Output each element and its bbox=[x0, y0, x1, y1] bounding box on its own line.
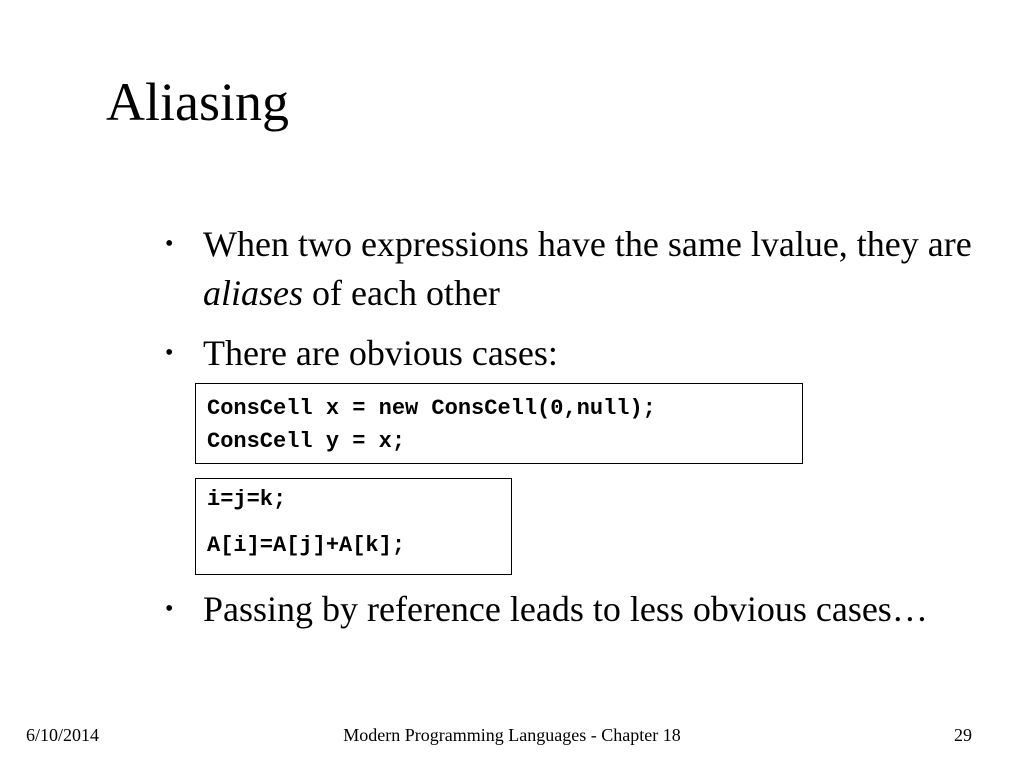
bullet-text bbox=[203, 220, 983, 318]
code-line: ConsCell x = new ConsCell(0,null); bbox=[207, 396, 656, 421]
code-line: A[i]=A[j]+A[k]; bbox=[207, 533, 406, 558]
code-block-conscell bbox=[195, 383, 803, 464]
slide-title: Aliasing bbox=[106, 72, 289, 132]
code-line: ConsCell y = x; bbox=[207, 429, 406, 454]
footer-date: 6/10/2014 bbox=[26, 725, 100, 745]
bullet-text-after: of each other bbox=[303, 273, 500, 313]
bullet-marker: • bbox=[165, 231, 174, 257]
bullet-marker: • bbox=[165, 340, 174, 366]
bullet-emphasis: aliases bbox=[203, 273, 304, 313]
footer-title: Modern Programming Languages - Chapter 18 bbox=[343, 725, 681, 745]
bullet-text: Passing by reference leads to less obvious cases… bbox=[203, 589, 928, 629]
code-line: i=j=k; bbox=[207, 487, 287, 512]
bullet-marker: • bbox=[165, 596, 174, 622]
bullet-text-before: When two expressions have the same lvalue, they are bbox=[203, 224, 972, 264]
bullet-text: There are obvious cases: bbox=[203, 333, 558, 373]
code-block-array bbox=[195, 478, 512, 575]
footer-page-number: 29 bbox=[954, 725, 972, 745]
